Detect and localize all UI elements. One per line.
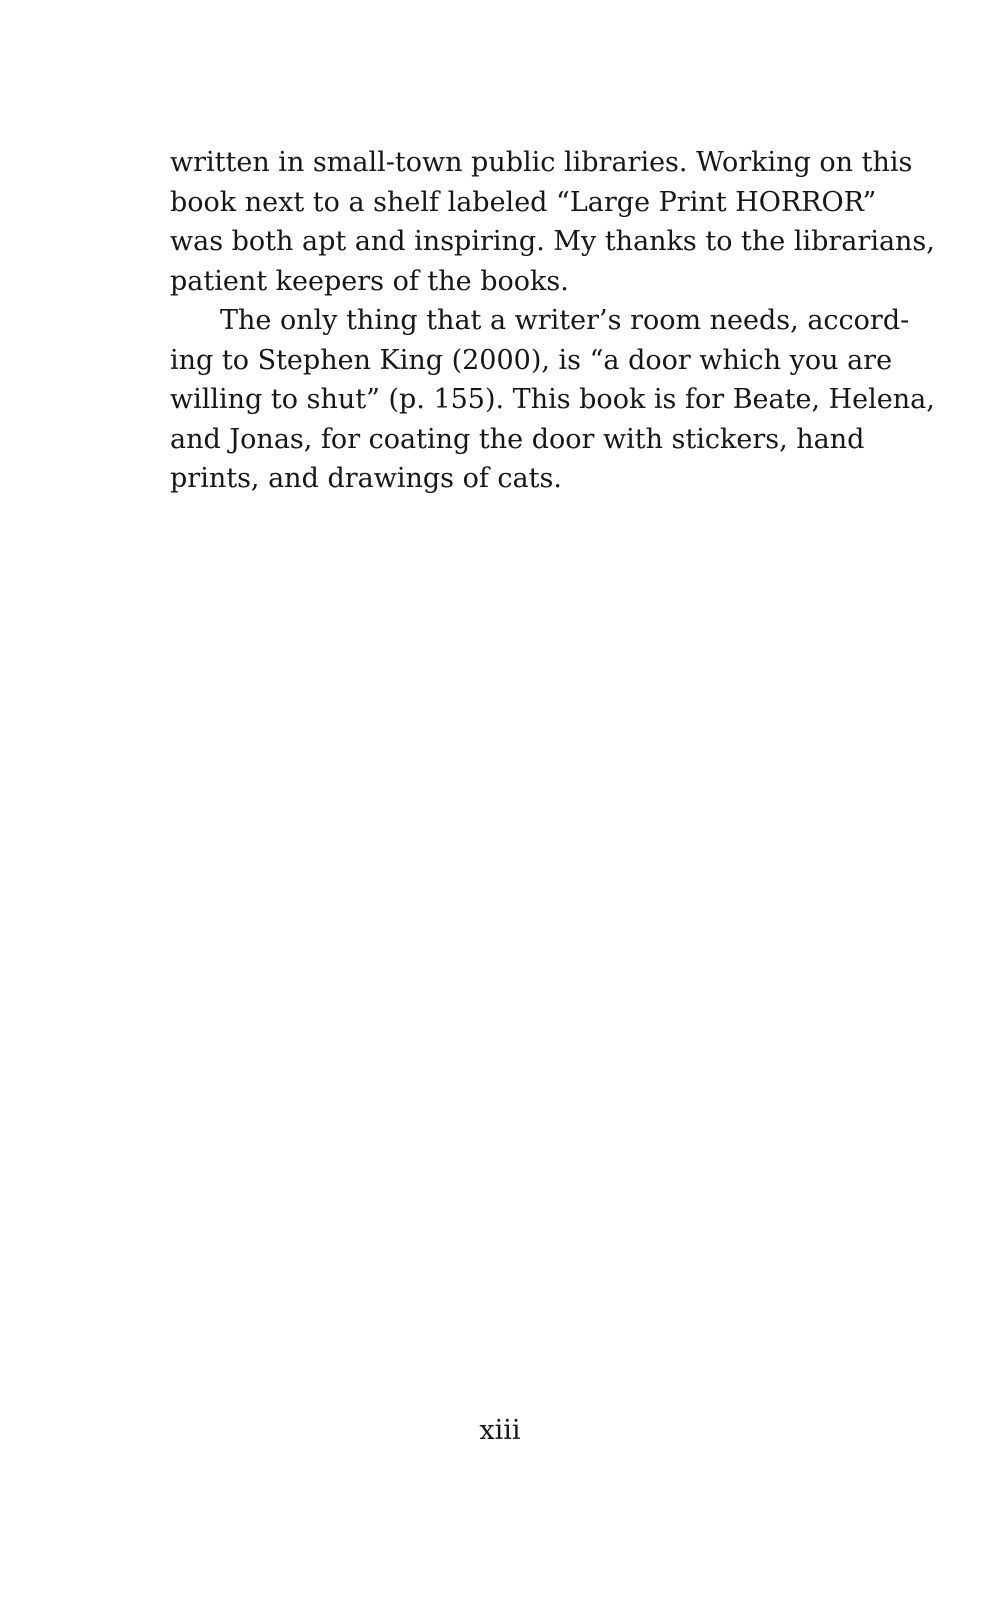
text-line: and Jonas, for coating the door with stickers, hand [170,423,865,455]
text-line: willing to shut” (p. 155). This book is for Beate, Helena, [170,384,935,415]
text-line: written in small-town public libraries. Working on this [170,147,913,178]
paragraph-acknowledgment-libraries [170,143,935,301]
text-line: was both apt and inspiring. My thanks to the librarians, [170,226,935,257]
text-line: patient keepers of the books. [170,265,569,297]
body-text [170,143,935,499]
page-number: xiii [479,1415,521,1446]
text-line: prints, and drawings of cats. [170,463,562,494]
text-line: ing to Stephen King (2000), is “a door which you are [170,344,893,376]
text-line: The only thing that a writer’s room needs, accord- [220,305,910,336]
paragraph-dedication [170,301,935,499]
text-line: book next to a shelf labeled “Large Print HORROR” [170,186,877,218]
